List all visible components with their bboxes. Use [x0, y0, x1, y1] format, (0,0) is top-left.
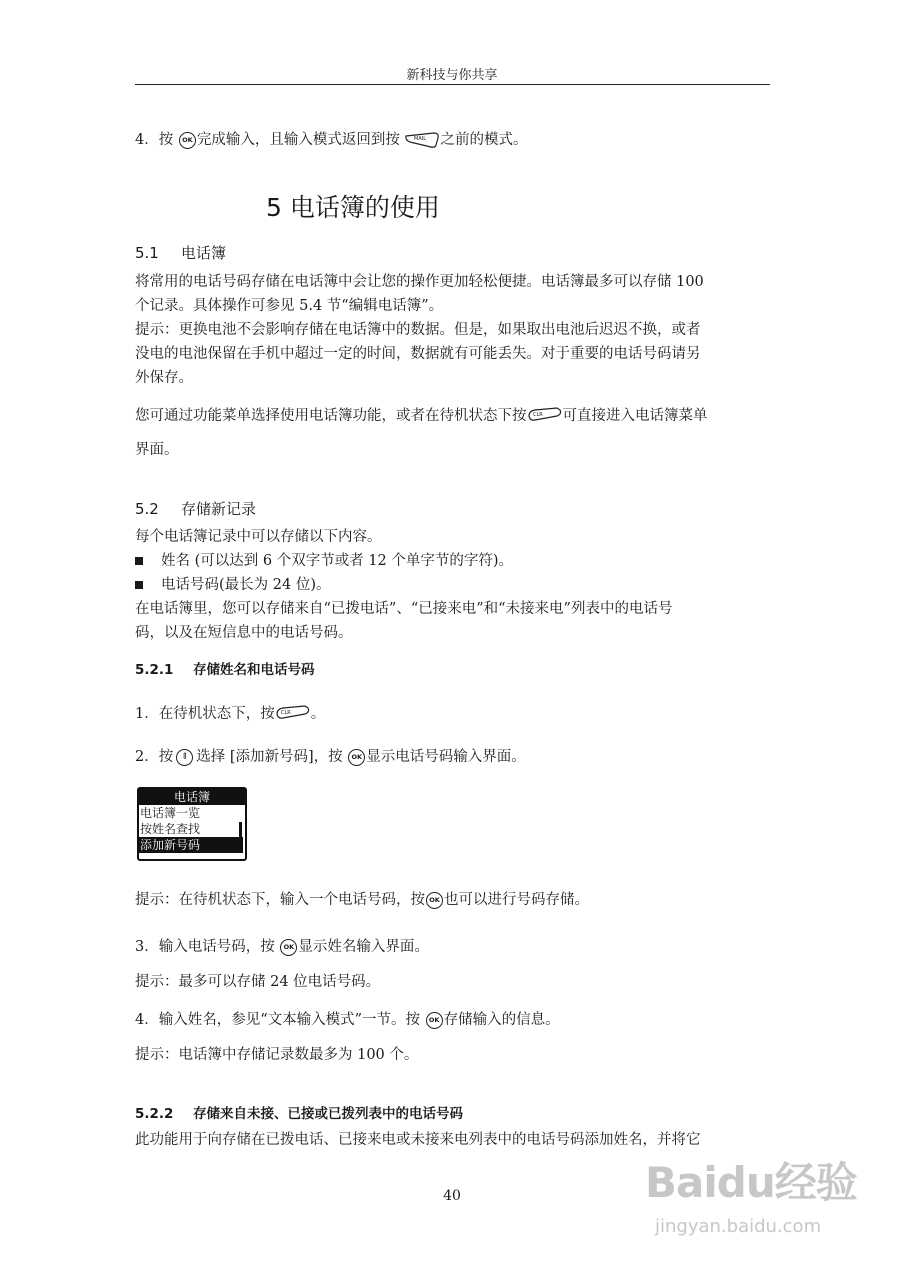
phone-screen-mockup [137, 787, 247, 861]
header-divider [135, 84, 770, 85]
subsection-title: 存储姓名和电话号码 [193, 662, 315, 678]
subsection-title: 存储来自未接、已接或已拨列表中的电话号码 [193, 1106, 463, 1122]
intro-step-4 [135, 128, 527, 150]
text-part: 1．在待机状态下，按 [135, 706, 275, 722]
text-part: 提示：在待机状态下，输入一个电话号码，按 [135, 892, 425, 908]
step-1 [135, 702, 325, 724]
bullet-text: 电话号码(最长为 24 位)。 [161, 577, 331, 593]
text-part: 您可通过功能菜单选择使用电话簿功能，或者在待机状态下按 [135, 408, 527, 424]
subsection-heading-5-2-2 [135, 1102, 463, 1122]
clr-key-icon [527, 406, 563, 426]
ok-key-icon: OK [348, 749, 365, 766]
mail-key-label: MAIL [414, 136, 427, 142]
text-part: 显示姓名输入界面。 [298, 939, 429, 955]
clr-key-label: CLR [280, 710, 291, 716]
bullet-square-icon [135, 581, 143, 589]
step-3 [135, 935, 429, 956]
tip-line: 提示：最多可以存储 24 位电话号码。 [135, 974, 381, 990]
section-heading-5-2 [135, 498, 256, 519]
subsection-number: 5.2.1 [135, 662, 174, 678]
bullet-square-icon [135, 557, 143, 565]
text-part: 也可以进行号码存储。 [444, 892, 589, 908]
bullet-item [135, 549, 513, 570]
paragraph-line: 界面。 [135, 442, 179, 458]
subsection-number: 5.2.2 [135, 1106, 174, 1122]
text-part: 3．输入电话号码，按 [135, 939, 275, 955]
tip-line: 提示：电话簿中存储记录数最多为 100 个。 [135, 1047, 419, 1063]
step-4 [135, 1008, 560, 1029]
paragraph-line: 此功能用于向存储在已拨电话、已接来电或未接来电列表中的电话号码添加姓名，并将它 [135, 1132, 701, 1148]
phone-scrollbar [239, 822, 242, 842]
text-part: 选择 [添加新号码]，按 [196, 749, 343, 765]
nav-key-icon: ⇕ [176, 749, 193, 766]
subsection-heading-5-2-1 [135, 658, 315, 678]
text-part: 。 [310, 706, 326, 722]
paragraph-line: 个记录。具体操作可参见 5.4 节“编辑电话簿”。 [135, 298, 444, 314]
ok-key-icon: OK [179, 132, 196, 149]
paragraph-line [135, 404, 708, 426]
section-title: 存储新记录 [181, 500, 257, 518]
baidu-watermark [645, 1150, 875, 1260]
text-part: 4．输入姓名，参见“文本输入模式”一节。按 [135, 1012, 421, 1028]
paragraph-line: 每个电话簿记录中可以存储以下内容。 [135, 529, 382, 545]
clr-key-icon [275, 704, 311, 724]
tip-line [135, 888, 589, 909]
mail-key-icon [404, 130, 440, 150]
intro-text-a: 4．按 [135, 132, 174, 148]
section-title: 电话簿 [181, 244, 227, 262]
intro-text-b: 完成输入，且输入模式返回到按 [196, 132, 400, 148]
phone-menu-item-selected: 添加新号码 [139, 837, 243, 853]
running-header: 新科技与你共享 [406, 68, 498, 83]
tip-line: 提示：更换电池不会影响存储在电话簿中的数据。但是，如果取出电池后迟迟不换，或者 [135, 322, 701, 338]
ok-key-icon: OK [426, 1012, 443, 1029]
text-part: 存储输入的信息。 [443, 1012, 560, 1028]
section-number: 5.1 [135, 244, 159, 262]
watermark-brand: Baidu经验 [645, 1158, 857, 1207]
bullet-item [135, 573, 330, 594]
intro-text-c: 之前的模式。 [440, 132, 528, 148]
text-part: 可直接进入电话簿菜单 [562, 408, 708, 424]
ok-key-icon: OK [426, 892, 443, 909]
clr-key-label: CLR [532, 412, 543, 418]
paragraph-line: 将常用的电话号码存储在电话簿中会让您的操作更加轻松便捷。电话簿最多可以存储 100 [135, 274, 704, 290]
text-part: 显示电话号码输入界面。 [366, 749, 526, 765]
step-2 [135, 745, 526, 766]
ok-key-icon: OK [280, 939, 297, 956]
paragraph-line: 码，以及在短信息中的电话号码。 [135, 625, 353, 641]
section-number: 5.2 [135, 500, 159, 518]
text-part: 2．按 [135, 749, 174, 765]
phone-menu-item: 按姓名查找 [140, 822, 201, 836]
tip-line: 外保存。 [135, 370, 193, 386]
paragraph-line: 在电话簿里，您可以存储来自“已拨电话”、“已接来电”和“未接来电”列表中的电话号 [135, 601, 673, 617]
tip-line: 没电的电池保留在手机中超过一定的时间，数据就有可能丢失。对于重要的电话号码请另 [135, 346, 701, 362]
phone-screen-title: 电话簿 [139, 789, 245, 805]
page-number: 40 [443, 1188, 461, 1204]
chapter-title: 5 电话簿的使用 [266, 193, 440, 222]
section-heading-5-1 [135, 242, 226, 263]
watermark-url: jingyan.baidu.com [655, 1216, 822, 1237]
phone-menu-item: 电话簿一览 [140, 806, 201, 820]
bullet-text: 姓名 (可以达到 6 个双字节或者 12 个单字节的字符)。 [161, 553, 514, 569]
